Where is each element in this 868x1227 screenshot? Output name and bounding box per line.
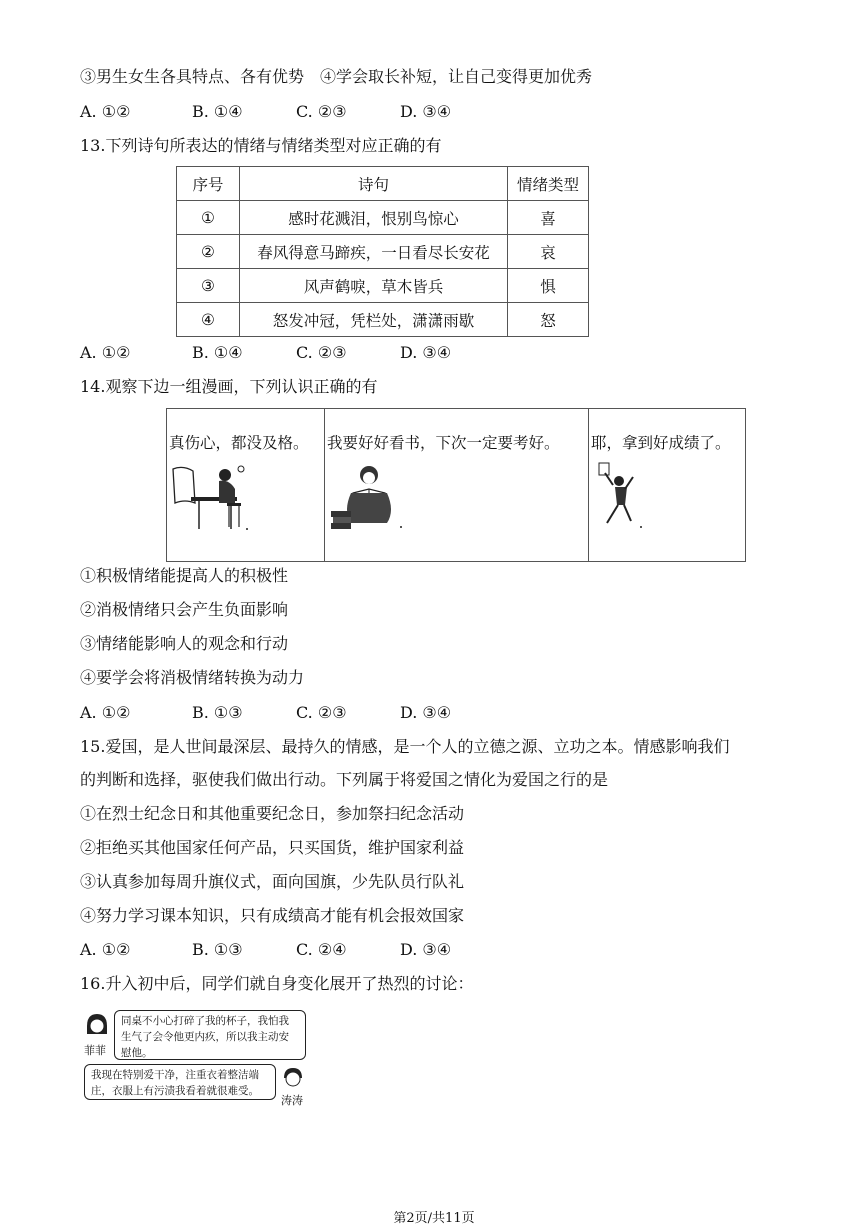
taotao-name: 涛涛 [281, 1094, 303, 1107]
q12-option-c[interactable]: C. ②③ [296, 102, 347, 121]
q13-options [80, 342, 451, 364]
q15-option-d[interactable]: D. ③④ [400, 940, 452, 959]
cheering-student-illustration [591, 461, 651, 533]
q15-option-a[interactable]: A. ①② [80, 940, 131, 959]
comic-caption: 我要好好看书，下次一定要考好。 [327, 434, 560, 452]
comic-panel-studying [325, 409, 589, 561]
q13-option-c[interactable]: C. ②③ [296, 343, 347, 362]
table-cell: ④ [177, 303, 240, 337]
q14-comic-strip [166, 408, 746, 562]
table-cell: ③ [177, 269, 240, 303]
q13-option-d[interactable]: D. ③④ [400, 343, 452, 362]
q12-option-b[interactable]: B. ①④ [192, 102, 243, 121]
q14-item-2: ②消极情绪只会产生负面影响 [80, 600, 289, 619]
q13-poem-table [176, 166, 589, 337]
comic-caption: 耶，拿到好成绩了。 [591, 434, 731, 452]
sad-student-illustration [169, 463, 259, 533]
table-cell: 惧 [508, 269, 589, 303]
feifei-name: 菲菲 [84, 1044, 106, 1057]
q12-statement-3-4: ③男生女生各具特点、各有优势 ④学会取长补短，让自己变得更加优秀 [80, 67, 593, 86]
q12-option-d[interactable]: D. ③④ [400, 102, 452, 121]
feifei-avatar [84, 1012, 110, 1038]
q15-stem-line1: 15.爱国，是人世间最深层、最持久的情感，是一个人的立德之源、立功之本。情感影响我们 [80, 737, 730, 756]
q13-option-a[interactable]: A. ①② [80, 343, 131, 362]
q13-stem: 13.下列诗句所表达的情绪与情绪类型对应正确的有 [80, 136, 442, 155]
q14-option-d[interactable]: D. ③④ [400, 703, 452, 722]
table-cell: 春风得意马蹄疾，一日看尽长安花 [240, 235, 508, 269]
table-cell: 怒发冲冠，凭栏处，潇潇雨歇 [240, 303, 508, 337]
table-header: 情绪类型 [508, 167, 589, 201]
q14-options [80, 702, 451, 724]
table-cell: 哀 [508, 235, 589, 269]
q15-option-b[interactable]: B. ①③ [192, 940, 243, 959]
q15-item-1: ①在烈士纪念日和其他重要纪念日，参加祭扫纪念活动 [80, 804, 465, 823]
table-header-row [177, 167, 589, 201]
q14-item-4: ④要学会将消极情绪转换为动力 [80, 668, 305, 687]
q13-option-b[interactable]: B. ①④ [192, 343, 243, 362]
table-row [177, 201, 589, 235]
taotao-speech-bubble: 我现在特别爱干净，注重衣着整洁端庄，衣服上有污渍我看着就很难受。 [84, 1064, 276, 1100]
table-cell: 喜 [508, 201, 589, 235]
comic-panel-sad [167, 409, 325, 561]
taotao-avatar [281, 1066, 305, 1090]
q15-item-2: ②拒绝买其他国家任何产品，只买国货，维护国家利益 [80, 838, 465, 857]
table-cell: ① [177, 201, 240, 235]
table-row [177, 235, 589, 269]
table-cell: 怒 [508, 303, 589, 337]
table-row [177, 303, 589, 337]
q16-stem: 16.升入初中后，同学们就自身变化展开了热烈的讨论： [80, 974, 474, 993]
table-header: 诗句 [240, 167, 508, 201]
q15-options [80, 939, 451, 961]
q15-item-4: ④努力学习课本知识，只有成绩高才能有机会报效国家 [80, 906, 465, 925]
q14-item-3: ③情绪能影响人的观念和行动 [80, 634, 289, 653]
table-cell: 感时花溅泪，恨别鸟惊心 [240, 201, 508, 235]
q14-stem: 14.观察下边一组漫画，下列认识正确的有 [80, 377, 378, 396]
q12-options [80, 101, 451, 123]
q15-stem-line2: 的判断和选择，驱使我们做出行动。下列属于将爱国之情化为爱国之行的是 [80, 770, 609, 789]
table-row [177, 269, 589, 303]
q14-item-1: ①积极情绪能提高人的积极性 [80, 566, 289, 585]
reading-student-illustration [329, 463, 409, 533]
comic-caption: 真伤心，都没及格。 [169, 434, 309, 452]
q12-option-a[interactable]: A. ①② [80, 102, 131, 121]
q14-option-c[interactable]: C. ②③ [296, 703, 347, 722]
comic-panel-happy [589, 409, 745, 561]
table-cell: 风声鹤唳，草木皆兵 [240, 269, 508, 303]
table-cell: ② [177, 235, 240, 269]
q14-option-b[interactable]: B. ①③ [192, 703, 243, 722]
q15-option-c[interactable]: C. ②④ [296, 940, 347, 959]
feifei-speech-bubble: 同桌不小心打碎了我的杯子，我怕我生气了会令他更内疚，所以我主动安慰他。 [114, 1010, 306, 1060]
q15-item-3: ③认真参加每周升旗仪式，面向国旗，少先队员行队礼 [80, 872, 465, 891]
q14-option-a[interactable]: A. ①② [80, 703, 131, 722]
table-header: 序号 [177, 167, 240, 201]
page-number: 第2页/共11页 [393, 1211, 475, 1226]
